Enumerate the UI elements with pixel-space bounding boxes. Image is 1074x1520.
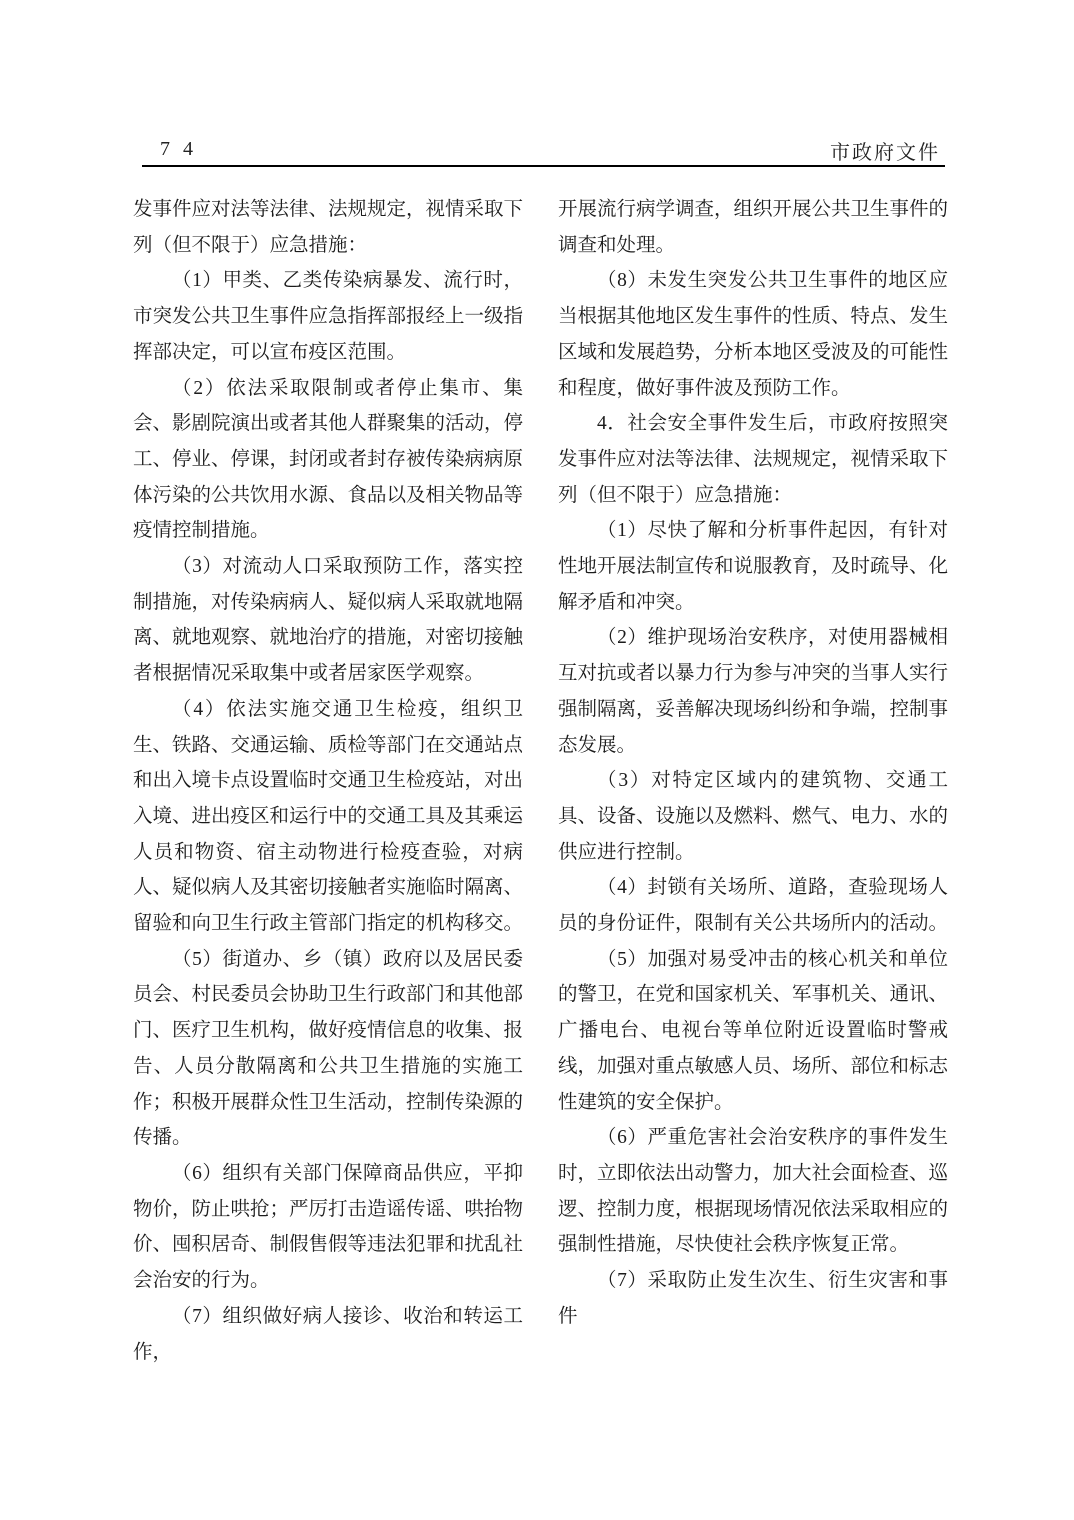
paragraph: （5）加强对易受冲击的核心机关和单位的警卫，在党和国家机关、军事机关、通讯、广播电台、电视台等单位附近设置临时警戒线，加强对重点敏感人员、场所、部位和标志性建筑的安全保护。 bbox=[558, 948, 949, 1113]
page-number: 7 4 bbox=[160, 138, 197, 160]
paragraph: （1）甲类、乙类传染病暴发、流行时，市突发公共卫生事件应急指挥部报经上一级指挥部决定，可以宣布疫区范围。 bbox=[133, 270, 524, 363]
paragraph: 发事件应对法等法律、法规规定，视情采取下列（但不限于）应急措施： bbox=[133, 199, 524, 256]
paragraph: （4）封锁有关场所、道路，查验现场人员的身份证件，限制有关公共场所内的活动。 bbox=[558, 877, 949, 935]
body-columns bbox=[133, 192, 948, 1370]
paragraph: 开展流行病学调查，组织开展公共卫生事件的调查和处理。 bbox=[558, 199, 949, 256]
paragraph: （7）组织做好病人接诊、收治和转运工作， bbox=[133, 1305, 523, 1363]
paragraph: 4．社会安全事件发生后，市政府按照突发事件应对法等法律、法规规定，视情采取下列（但不限于）应急措施： bbox=[558, 413, 949, 506]
paragraph: （6）严重危害社会治安秩序的事件发生时，立即依法出动警力，加大社会面检查、巡逻、控制力度，根据现场情况依法采取相应的强制性措施，尽快使社会秩序恢复正常。 bbox=[558, 1127, 949, 1256]
paragraph: （5）街道办、乡（镇）政府以及居民委员会、村民委员会协助卫生行政部门和其他部门、医疗卫生机构，做好疫情信息的收集、报告、人员分散隔离和公共卫生措施的实施工作；积极开展群众性卫生活动，控制传染源的传播。 bbox=[133, 948, 524, 1149]
left-column bbox=[133, 192, 523, 1370]
paragraph: （1）尽快了解和分析事件起因，有针对性地开展法制宣传和说服教育，及时疏导、化解矛盾和冲突。 bbox=[558, 520, 949, 613]
header-rule bbox=[142, 165, 945, 167]
paragraph: （3）对特定区域内的建筑物、交通工具、设备、设施以及燃料、燃气、电力、水的供应进行控制。 bbox=[558, 770, 949, 863]
paragraph: （3）对流动人口采取预防工作，落实控制措施，对传染病病人、疑似病人采取就地隔离、就地观察、就地治疗的措施，对密切接触者根据情况采取集中或者居家医学观察。 bbox=[133, 556, 524, 685]
paragraph: （4）依法实施交通卫生检疫，组织卫生、铁路、交通运输、质检等部门在交通站点和出入境卡点设置临时交通卫生检疫站，对出入境、进出疫区和运行中的交通工具及其乘运人员和物资、宿主动物进行检疫查验，对病人、疑似病人及其密切接触者实施临时隔离、留验和向卫生行政主管部门指定的机构移交。 bbox=[133, 698, 524, 935]
paragraph: （2）依法采取限制或者停止集市、集会、影剧院演出或者其他人群聚集的活动，停工、停业、停课，封闭或者封存被传染病病原体污染的公共饮用水源、食品以及相关物品等疫情控制措施。 bbox=[133, 377, 524, 542]
paragraph: （6）组织有关部门保障商品供应，平抑物价，防止哄抢；严厉打击造谣传谣、哄抬物价、囤积居奇、制假售假等违法犯罪和扰乱社会治安的行为。 bbox=[133, 1162, 524, 1292]
paragraph: （7）采取防止发生次生、衍生灾害和事件 bbox=[558, 1270, 948, 1327]
right-column bbox=[558, 192, 948, 1370]
header-doc-label: 市政府文件 bbox=[830, 142, 940, 164]
paragraph: （8）未发生突发公共卫生事件的地区应当根据其他地区发生事件的性质、特点、发生区域和发展趋势，分析本地区受波及的可能性和程度，做好事件波及预防工作。 bbox=[558, 270, 949, 399]
paragraph: （2）维护现场治安秩序，对使用器械相互对抗或者以暴力行为参与冲突的当事人实行强制隔离，妥善解决现场纠纷和争端，控制事态发展。 bbox=[558, 627, 949, 756]
